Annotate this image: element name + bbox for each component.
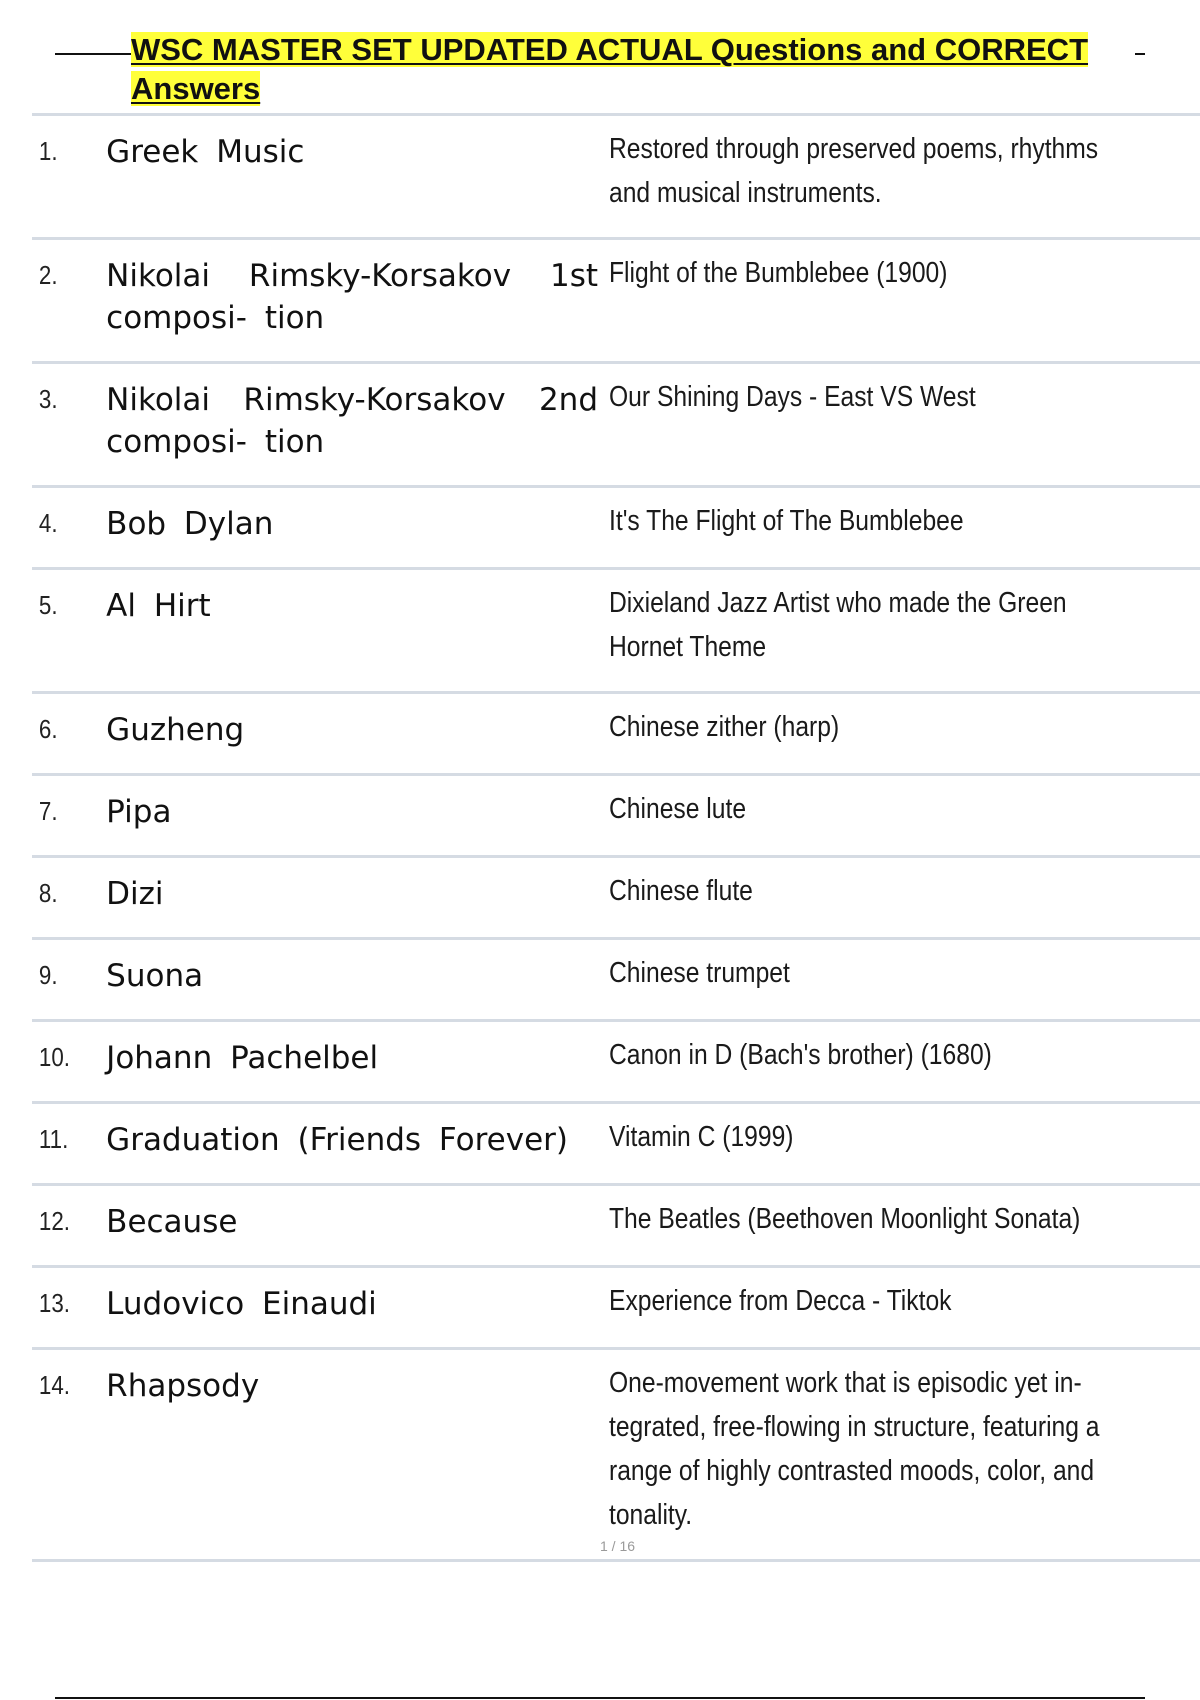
entry-term: Rhapsody [105,1349,608,1561]
entry-term: Guzheng [105,693,608,775]
entry-number: 6. [32,693,95,775]
qa-table-body [32,115,1200,1561]
entry-definition: Restored through preserved poems, rhythms and musical instruments. [609,133,1099,209]
entry-definition: Canon in D (Bach's brother) (1680) [609,1039,992,1071]
entry-term: Dizi [105,857,608,939]
entry-definition: Experience from Decca - Tiktok [609,1285,952,1317]
page-indicator: 1 / 16 [599,1538,636,1554]
entry-definition-cell [608,239,1200,363]
entry-definition-cell [608,487,1200,569]
qa-row [32,1021,1200,1103]
qa-row [32,239,1200,363]
entry-definition-cell [608,363,1200,487]
entry-number: 5. [32,569,95,693]
entry-definition: Chinese lute [609,793,747,825]
entry-definition-cell [608,569,1200,693]
entry-number: 13. [32,1267,95,1349]
entry-term: Ludovico Einaudi [105,1267,608,1349]
entry-definition-cell [608,1021,1200,1103]
entry-definition: Chinese zither (harp) [609,711,840,743]
entry-number: 10. [32,1021,95,1103]
qa-row [32,939,1200,1021]
qa-row [32,1103,1200,1185]
entry-definition: Flight of the Bumblebee (1900) [609,257,948,289]
qa-row [32,115,1200,239]
entry-definition: One-movement work that is episodic yet in- tegrated, free-flowing in structure, featuring a range of highly contrasted moods, color, and tonality. [609,1367,1100,1531]
entry-number: 3. [32,363,95,487]
entry-number: 12. [32,1185,95,1267]
footer-rule [55,1697,1145,1699]
entry-number: 11. [32,1103,95,1185]
entry-definition: Chinese flute [609,875,753,907]
entry-definition-cell [608,1103,1200,1185]
entry-number: 9. [32,939,95,1021]
qa-row [32,363,1200,487]
entry-term: Graduation (Friends Forever) [105,1103,608,1185]
header-rule-left [55,53,131,55]
entry-definition-cell [608,1267,1200,1349]
entry-definition-cell [608,1349,1200,1561]
entry-term: Al Hirt [105,569,608,693]
qa-table [32,113,1200,1562]
qa-row [32,1349,1200,1561]
entry-term: Nikolai Rimsky-Korsakov 2nd composi- tion [105,363,608,487]
qa-row [32,569,1200,693]
qa-row [32,1185,1200,1267]
document-title-text: WSC MASTER SET UPDATED ACTUAL Questions and CORRECT Answers [131,32,1089,106]
entry-number: 8. [32,857,95,939]
entry-term: Because [105,1185,608,1267]
entry-term: Suona [105,939,608,1021]
entry-definition-cell [608,693,1200,775]
entry-definition: The Beatles (Beethoven Moonlight Sonata) [609,1203,1081,1235]
entry-term: Johann Pachelbel [105,1021,608,1103]
entry-term: Greek Music [105,115,608,239]
document-title [131,30,1131,108]
entry-term: Pipa [105,775,608,857]
entry-number: 14. [32,1349,95,1561]
entry-definition-cell [608,775,1200,857]
entry-number: 7. [32,775,95,857]
qa-row [32,693,1200,775]
entry-definition: Dixieland Jazz Artist who made the Green Hornet Theme [609,587,1067,663]
entry-definition-cell [608,1185,1200,1267]
entry-term: Bob Dylan [105,487,608,569]
entry-number: 4. [32,487,95,569]
header-rule-right [1135,53,1145,55]
entry-term: Nikolai Rimsky-Korsakov 1st composi- tion [105,239,608,363]
qa-row [32,1267,1200,1349]
entry-definition: Vitamin C (1999) [609,1121,794,1153]
document-header [55,30,1145,108]
qa-row [32,775,1200,857]
entry-definition-cell [608,115,1200,239]
entry-definition-cell [608,939,1200,1021]
entry-number: 1. [32,115,95,239]
qa-row [32,487,1200,569]
entry-definition-cell [608,857,1200,939]
entry-definition: Our Shining Days - East VS West [609,381,976,413]
entry-definition: It's The Flight of The Bumblebee [609,505,964,537]
entry-number: 2. [32,239,95,363]
qa-row [32,857,1200,939]
entry-definition: Chinese trumpet [609,957,790,989]
